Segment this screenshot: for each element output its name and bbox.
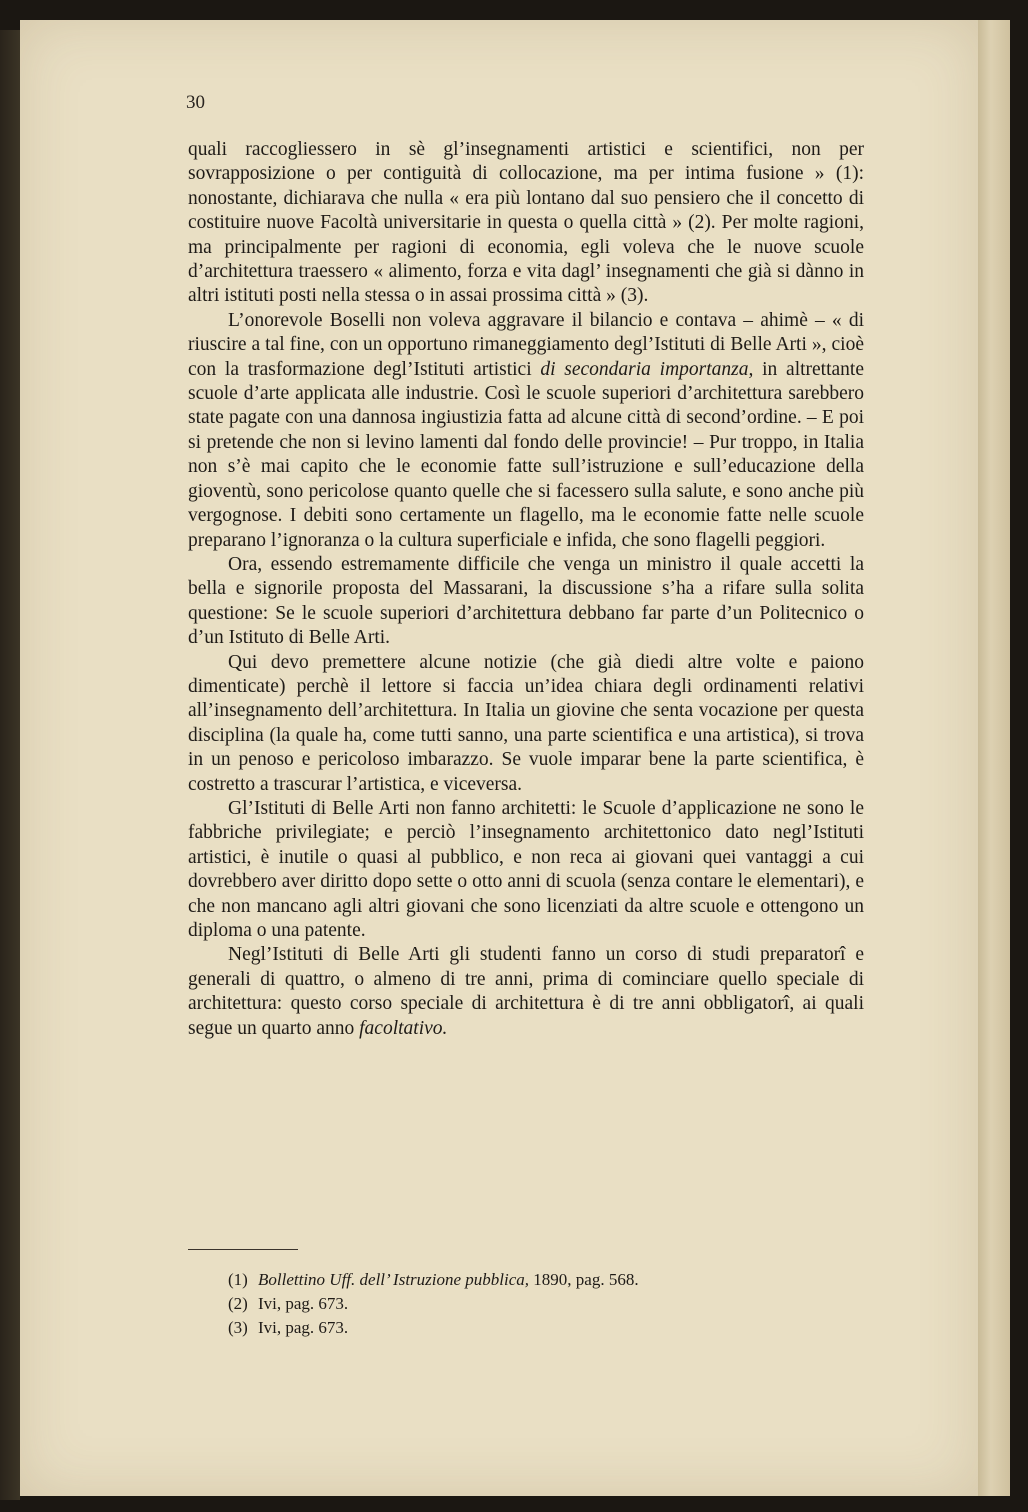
paragraph-3-text: Ora, essendo estremamente difficile che venga un ministro il quale accetti la bella e signorile proposta del Massarani, la discussione s’ha a rifare sulla solita questione: Se le scuole superiori d’architettura debbano far parte d’un Politecnico o d’un Istituto di Belle Arti. xyxy=(188,553,864,649)
footnote-2-ref: Ivi, pag. 673. xyxy=(258,1294,349,1313)
paragraph-4-text: Qui devo premettere alcune notizie (che già diedi altre volte e paiono dimenticate) perchè il lettore si faccia un’idea chiara degli ordinamenti relativi all’insegnamento dell’architettura. In Italia un giovine che senta vocazione per questa disciplina (la quale ha, come tutti sanno, una parte scientifica e una artistica), si trova in un penoso e pericoloso imbarazzo. Se vuole imparar bene la parte scientifica, è costretto a trascurar l’artistica, e viceversa. xyxy=(188,651,864,795)
page-number: 30 xyxy=(186,92,205,113)
paragraph-2-text-b: in altrettante scuole d’arte applicata alle industrie. Così le scuole superiori d’architettura sarebbero state pagate con una dannosa ingiustizia fatta ad alcune città di second’ordine. – E poi si pretende che non si levino lamenti dal fondo delle provincie! – Pur troppo, in Italia non s’è mai capito che le economie fatte sull’istruzione e sull’educazione della gioventù, sono pericolose quanto quelle che si facessero sulla salute, e sono anche più vergognose. I debiti sono certamente un flagello, ma le economie fatte nelle scuole preparano l’ignoranza o la cultura superficiale e infida, che sono flagelli peggiori. xyxy=(188,358,864,551)
paragraph-6-italic: facoltativo. xyxy=(359,1017,448,1039)
footnote-1-title: Bollettino Uff. dell’ Istruzione pubblica, xyxy=(258,1270,530,1289)
paragraph-1-text: quali raccogliessero in sè gl’insegnamenti artistici e scientifici, non per sovrapposizione o per contiguità di collocazione, ma per intima fusione » (1): nonostante, dichiarava che nulla « era più lontano dal suo pensiero che il concetto di costituire nuove Facoltà universitarie in questa o quella città » (2). Per molte ragioni, ma principalmente per ragioni di economia, egli voleva che le nuove scuole d’architettura traessero « alimento, forza e vita dagl’ insegnamenti che già si dànno in altri istituti posti nella stessa o in assai prossima città » (3). xyxy=(188,139,864,307)
footnote-1-number: (1) xyxy=(228,1270,248,1289)
footnotes xyxy=(228,1268,639,1340)
footnote-rule xyxy=(188,1249,298,1250)
paragraph-6 xyxy=(188,943,864,1041)
paragraph-3 xyxy=(188,553,864,651)
body-text xyxy=(188,138,864,1041)
paragraph-6-text-a: Negl’Istituti di Belle Arti gli studenti fanno un corso di studi preparatorî e generali di quattro, o almeno di tre anni, prima di cominciare quello speciale di architettura: questo corso speciale di architettura è di tre anni obbligatorî, ai quali segue un quarto anno xyxy=(188,944,864,1039)
footnote-3 xyxy=(228,1316,639,1340)
footnote-2 xyxy=(228,1292,639,1316)
paragraph-2-italic: di secondaria importanza, xyxy=(540,358,754,380)
footnote-1 xyxy=(228,1268,639,1292)
binding-strip xyxy=(0,30,20,1500)
footnote-2-number: (2) xyxy=(228,1294,248,1313)
next-page-edge xyxy=(978,20,1010,1496)
paragraph-2-text-a: L’onorevole Boselli non voleva aggravare il bilancio e contava – ahimè – « di riuscire a tal fine, con un opportuno rimaneggiamento degl’Istituti di Belle Arti », cioè con la trasformazione degl’Istituti artistici xyxy=(188,309,864,380)
paragraph-2 xyxy=(188,309,864,553)
paragraph-5 xyxy=(188,797,864,943)
footnote-3-ref: Ivi, pag. 673. xyxy=(258,1318,349,1337)
paragraph-1 xyxy=(188,138,864,309)
footnote-1-ref: 1890, pag. 568. xyxy=(529,1270,639,1289)
footnote-3-number: (3) xyxy=(228,1318,248,1337)
paragraph-5-text: Gl’Istituti di Belle Arti non fanno architetti: le Scuole d’applicazione ne sono le fabbriche privilegiate; e perciò l’insegnamento architettonico dato negl’Istituti artistici, è inutile o quasi al pubblico, e non reca ai giovani quei vantaggi a cui dovrebbero aver diritto dopo sette o otto anni di scuola (senza contare le elementari), e che non mancano agli altri giovani che sono licenziati da altre scuole e ottengono un diploma o una patente. xyxy=(188,797,864,941)
paragraph-4 xyxy=(188,651,864,797)
